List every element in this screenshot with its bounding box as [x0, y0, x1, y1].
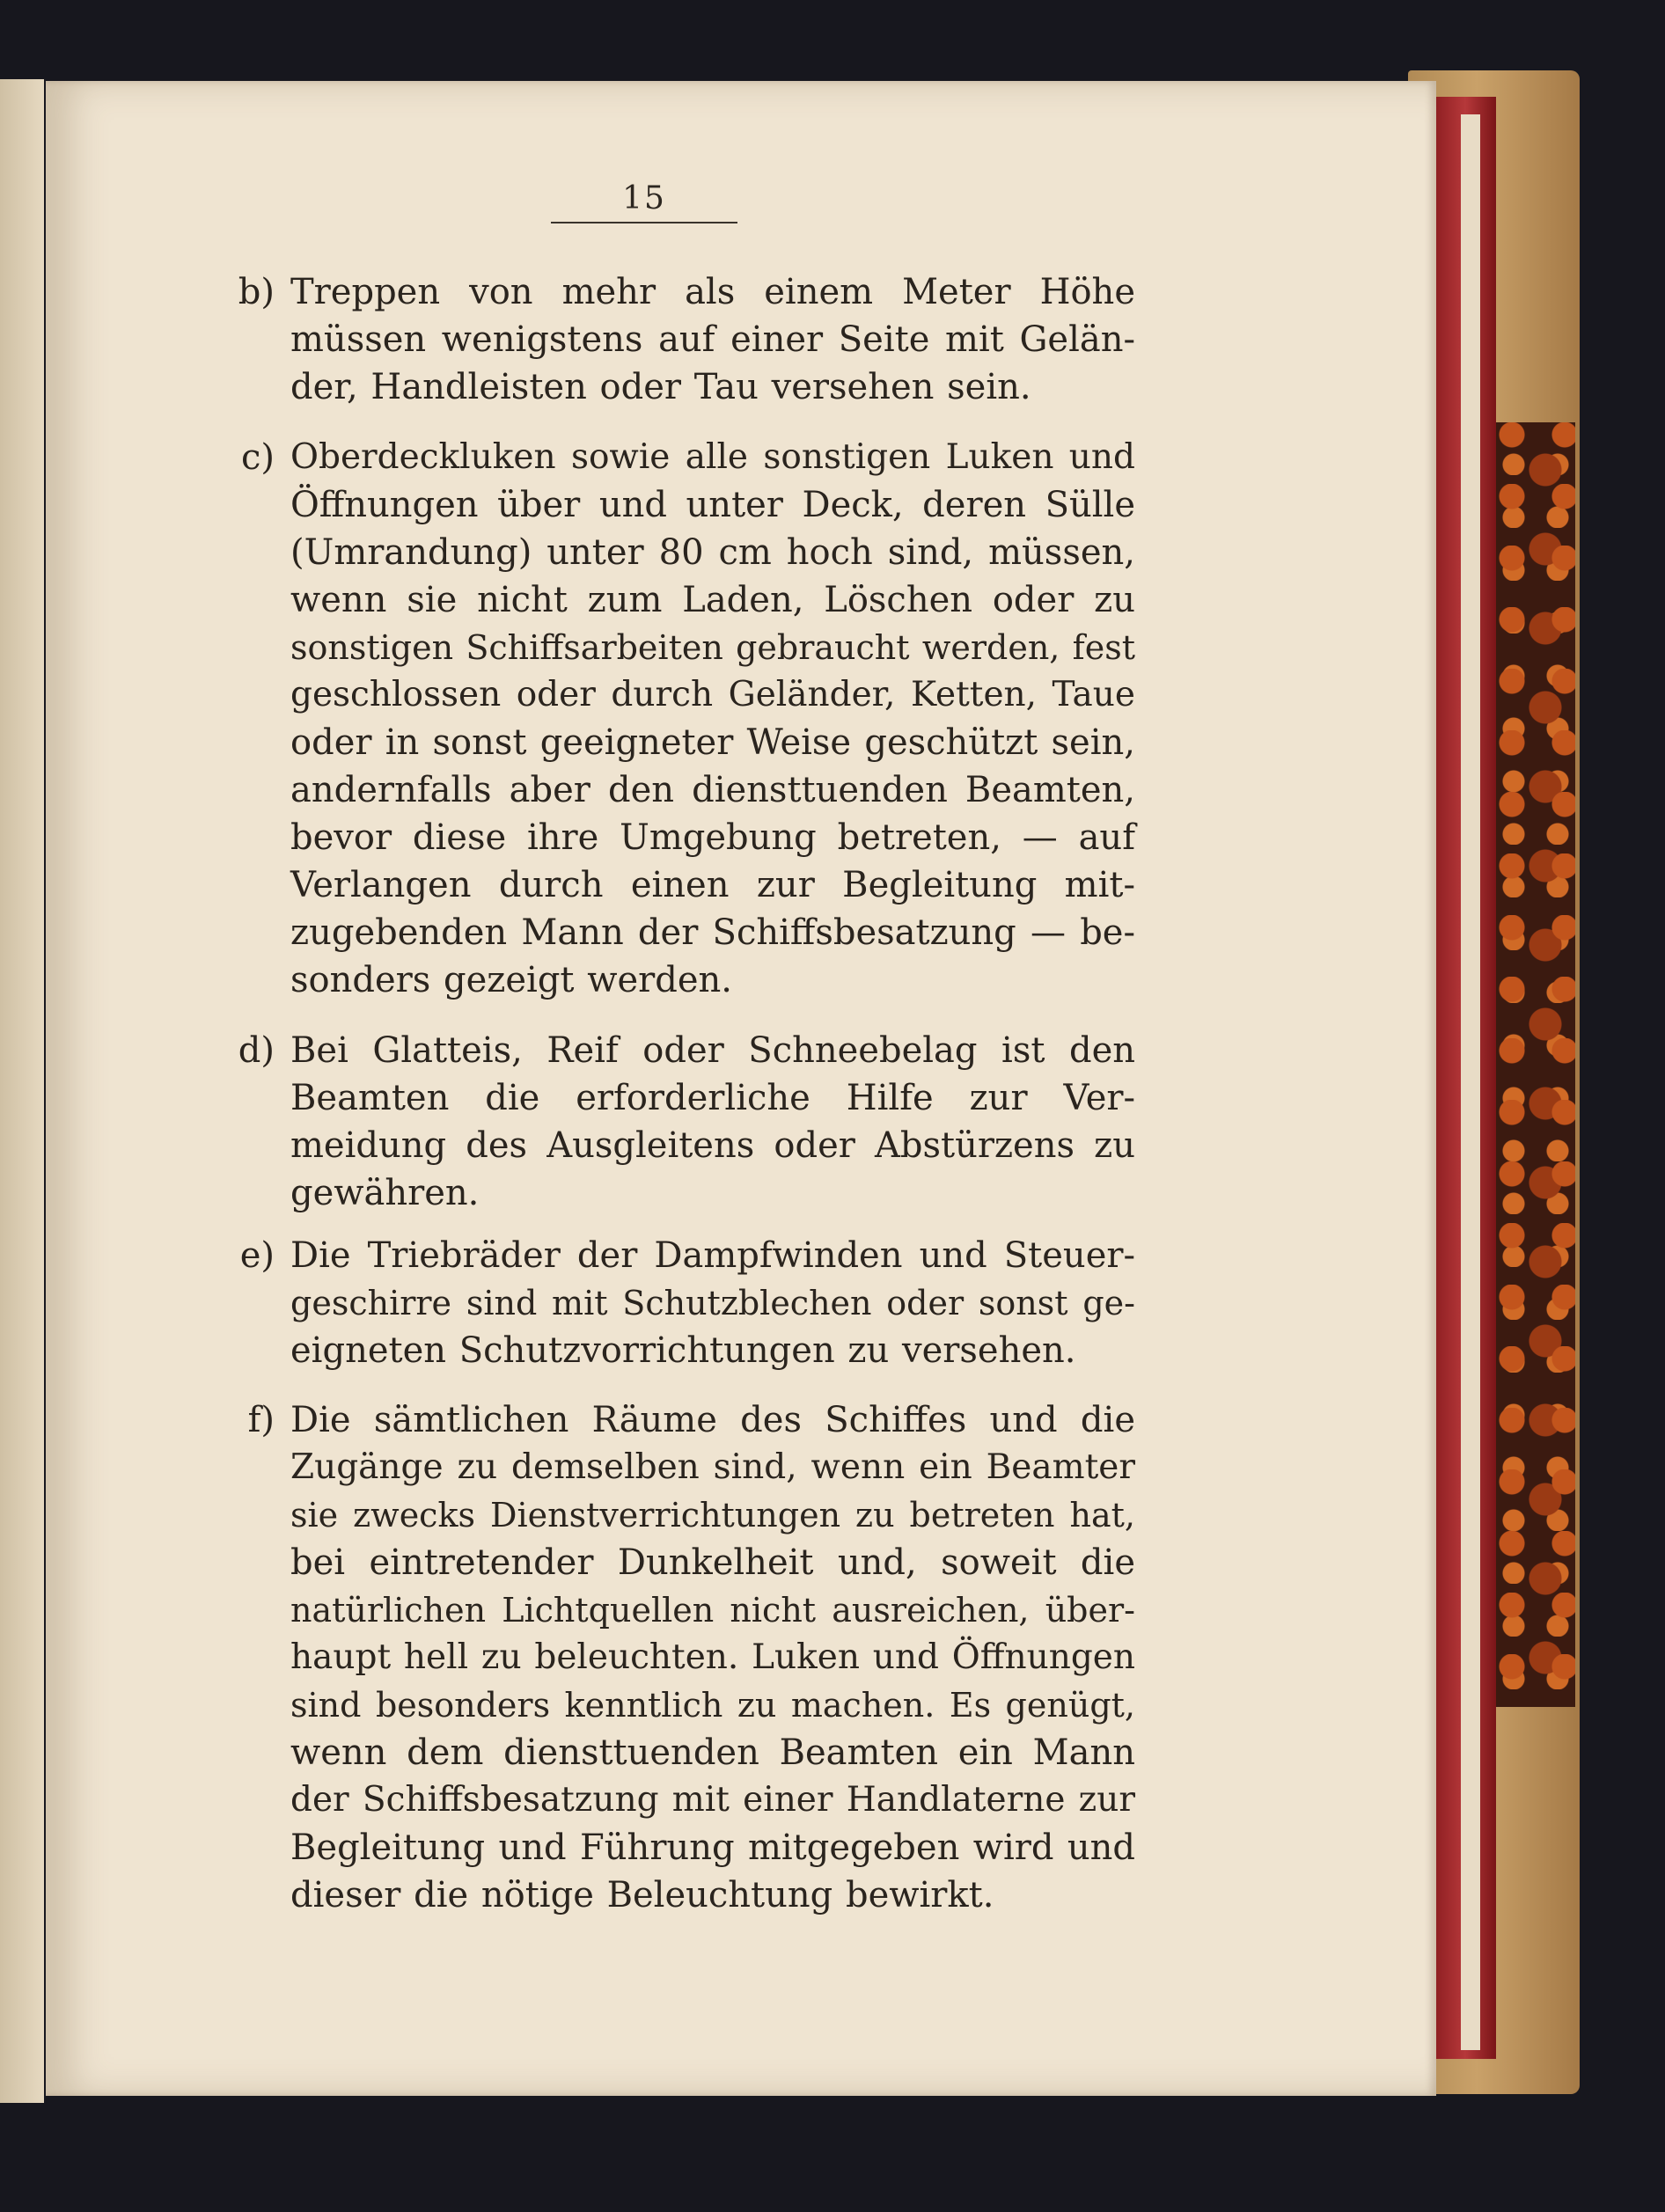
text-line: gewähren.	[290, 1173, 480, 1213]
text-line: oder in sonst geeigneter Weise geschützt sein,	[290, 722, 1135, 763]
item-text	[290, 268, 1135, 411]
item-label: b)	[238, 272, 275, 312]
item-label: f)	[247, 1400, 275, 1440]
text-line: Zugänge zu demselben sind, wenn ein Beamter	[290, 1447, 1135, 1487]
text-line: Treppen von mehr als einem Meter Höhe	[290, 272, 1135, 312]
list-item-f	[247, 1396, 1135, 1919]
text-line: sind besonders kenntlich zu machen. Es genügt,	[290, 1686, 1135, 1725]
list-item-c	[240, 434, 1135, 1004]
text-line: eigneten Schutzvorrichtungen zu versehen.	[290, 1330, 1076, 1371]
item-label: d)	[238, 1030, 275, 1071]
text-line: (Umrandung) unter 80 cm hoch sind, müssen,	[290, 532, 1135, 573]
text-line: Öffnungen über und unter Deck, deren Sülle	[290, 485, 1135, 525]
text-line: Die Triebräder der Dampfwinden und Steuer-	[290, 1235, 1135, 1276]
marbled-endpaper	[1496, 422, 1575, 1707]
text-line: meidung des Ausgleitens oder Abstürzens zu	[290, 1125, 1135, 1166]
text-line: Begleitung und Führung mitgegeben wird und	[290, 1827, 1135, 1868]
text-line: geschirre sind mit Schutzblechen oder sonst ge-	[290, 1284, 1135, 1322]
text-line: wenn dem diensttuenden Beamten ein Mann	[290, 1732, 1135, 1773]
text-line: sie zwecks Dienstverrichtungen zu betreten hat,	[290, 1496, 1135, 1534]
text-line: Bei Glatteis, Reif oder Schneebelag ist den	[290, 1030, 1135, 1071]
text-line: sonstigen Schiffsarbeiten gebraucht werden, fest	[290, 628, 1135, 667]
text-line: sonders gezeigt werden.	[290, 960, 733, 1000]
text-line: geschlossen oder durch Geländer, Ketten, Taue	[290, 675, 1135, 714]
text-line: zugebenden Mann der Schiffsbesatzung — be-	[290, 912, 1135, 953]
item-text	[290, 434, 1135, 1004]
text-line: dieser die nötige Beleuchtung bewirkt.	[290, 1875, 994, 1915]
text-line: Die sämtlichen Räume des Schiffes und die	[290, 1400, 1135, 1440]
item-label: e)	[239, 1235, 275, 1276]
facing-page-edge	[0, 79, 44, 2103]
page-stack-edge	[1461, 114, 1480, 2050]
text-line: Oberdeckluken sowie alle sonstigen Luken und	[290, 437, 1135, 477]
item-text	[290, 1396, 1135, 1919]
item-text	[290, 1232, 1135, 1374]
text-line: haupt hell zu beleuchten. Luken und Öffnungen	[290, 1637, 1135, 1677]
item-label: c)	[240, 437, 275, 478]
list-item-e	[239, 1232, 1135, 1374]
list-item-d	[238, 1027, 1135, 1217]
text-line: natürlichen Lichtquellen nicht ausreichen, über-	[290, 1591, 1135, 1630]
text-line: der Schiffsbesatzung mit einer Handlaterne zur	[290, 1780, 1135, 1820]
page-number-rule	[551, 222, 737, 223]
text-line: der, Handleisten oder Tau versehen sein.	[290, 367, 1031, 407]
text-line: Beamten die erforderliche Hilfe zur Ver-	[290, 1078, 1135, 1118]
text-line: bei eintretender Dunkelheit und, soweit die	[290, 1542, 1135, 1583]
text-line: bevor diese ihre Umgebung betreten, — auf	[290, 817, 1135, 858]
text-line: andernfalls aber den diensttuenden Beamten,	[290, 770, 1135, 810]
text-line: wenn sie nicht zum Laden, Löschen oder zu	[290, 580, 1135, 620]
text-line: Verlangen durch einen zur Begleitung mit-	[290, 865, 1135, 905]
page-number: 15	[622, 180, 666, 216]
item-text	[290, 1027, 1135, 1217]
text-line: müssen wenigstens auf einer Seite mit Gelän-	[290, 319, 1135, 360]
list-item-b	[238, 268, 1135, 411]
